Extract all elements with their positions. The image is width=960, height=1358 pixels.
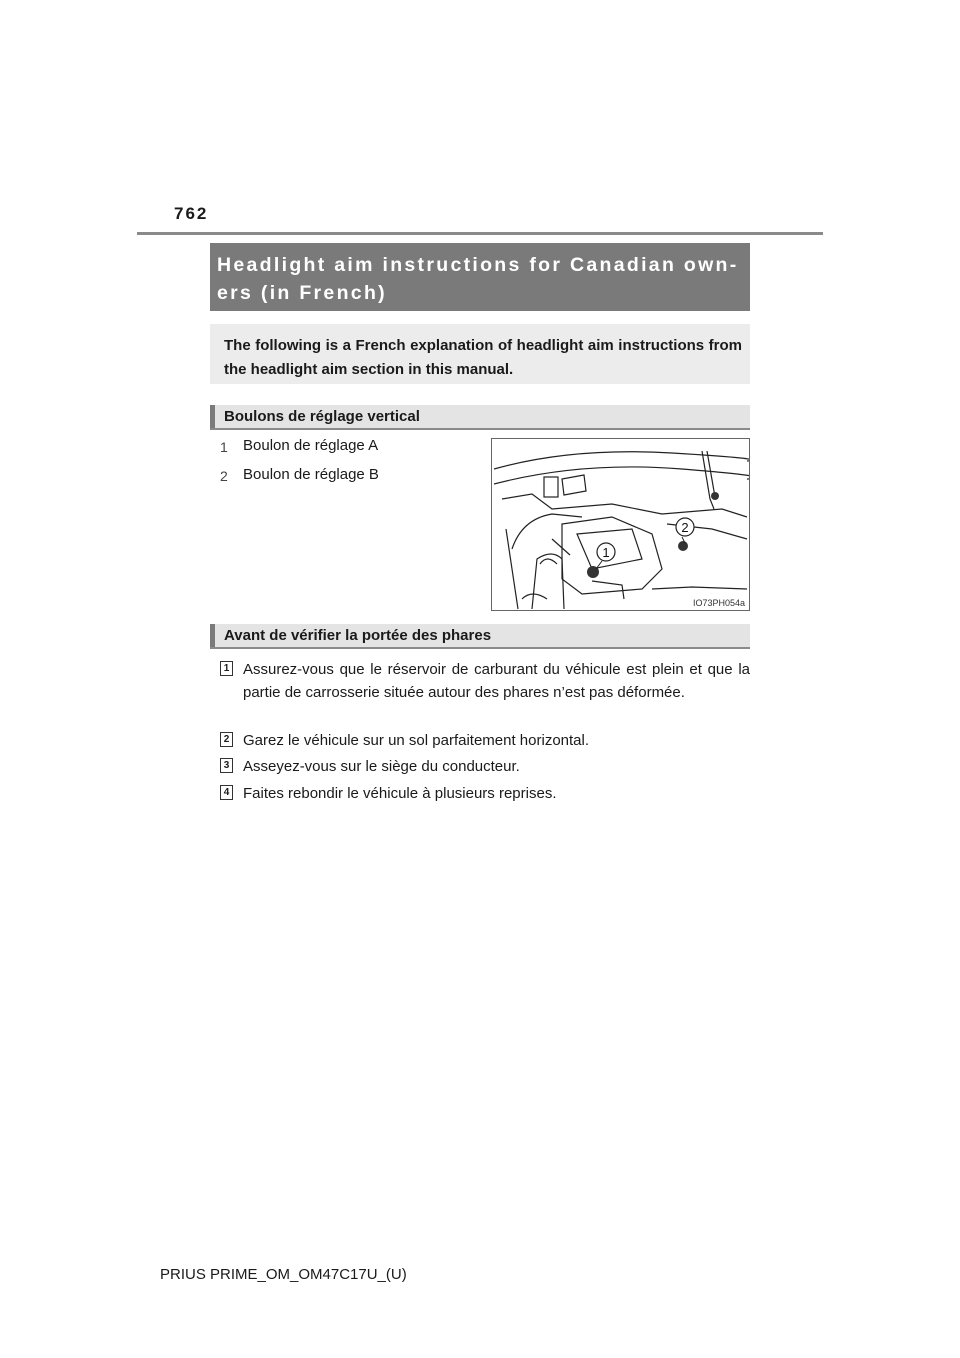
step-number-box: 1: [220, 661, 233, 676]
step-number-box: 3: [220, 758, 233, 773]
callout-label: Boulon de réglage A: [243, 437, 379, 454]
header-rule: [137, 232, 823, 235]
page-number: 762: [174, 204, 209, 223]
intro-text: The following is a French explanation of headlight aim instructions from the headlight aim section in this manual.: [210, 324, 750, 384]
callout-marker-1: [597, 543, 615, 561]
step-2: [220, 729, 750, 752]
step-1: [220, 658, 750, 704]
callout-marker-1-label: 1: [602, 545, 610, 560]
callout-marker-2-label: 2: [681, 520, 689, 535]
step-number-box: 2: [220, 732, 233, 747]
subheading-before-check: Avant de vérifier la portée des phares: [210, 624, 750, 649]
callout-number: 1: [220, 439, 228, 455]
callout-marker-2: [676, 518, 694, 536]
engine-bay-illustration: [492, 439, 749, 610]
subheading-vertical-bolts: Boulons de réglage vertical: [210, 405, 750, 430]
step-text: Asseyez-vous sur le siège du conducteur.: [243, 758, 520, 775]
step-text: Assurez-vous que le réservoir de carburant du véhicule est plein et que la partie de carrosserie située autour des phares n’est pas déformée.: [243, 661, 750, 701]
step-3: [220, 755, 750, 778]
step-number-box: 4: [220, 785, 233, 800]
section-title: [210, 243, 750, 311]
step-4: [220, 782, 750, 805]
headlight-figure: [491, 438, 750, 611]
callout-number: 2: [220, 468, 228, 484]
step-text: Faites rebondir le véhicule à plusieurs reprises.: [243, 785, 557, 802]
step-text: Garez le véhicule sur un sol parfaitement horizontal.: [243, 732, 590, 749]
page-footer: PRIUS PRIME_OM_OM47C17U_(U): [160, 1266, 407, 1283]
callout-label: Boulon de réglage B: [243, 466, 379, 483]
figure-code: IO73PH054a: [692, 598, 745, 608]
section-title-line-2: ers (in French): [217, 282, 387, 304]
section-title-line-1: Headlight aim instructions for Canadian own-: [217, 254, 739, 276]
